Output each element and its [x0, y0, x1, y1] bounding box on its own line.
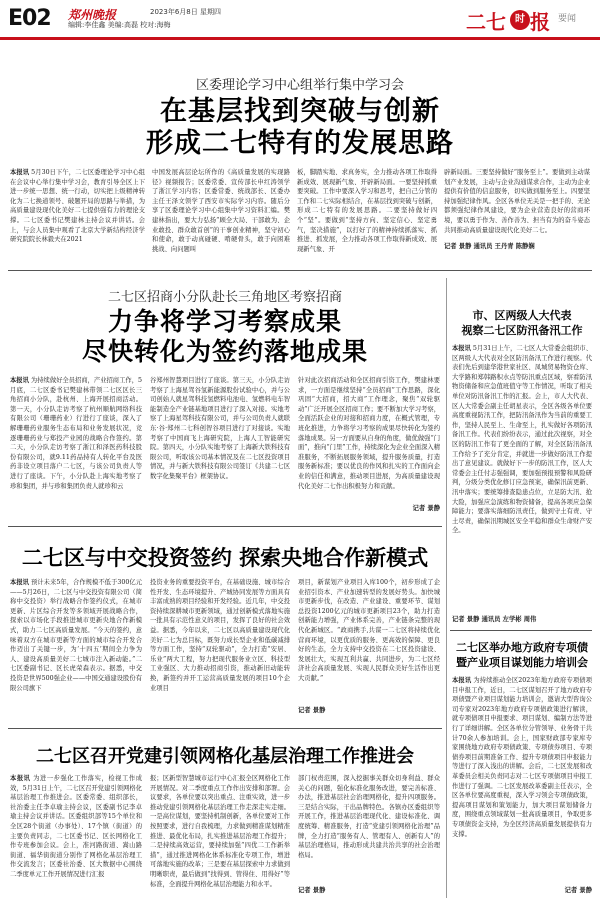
- section-label: 要闻: [558, 14, 577, 24]
- story1-title-line1: 在基层找到突破与创新: [160, 96, 440, 127]
- story3-text1: 预计未来5年，合作规模不低于300亿元——5月26日，二七区与中交投资有限公司（简称中交投资）举行战略合作签约仪式，在城市更新、片区综合开发等多领域开展战略合作，探索以市场化手段推进城市更新央地合作新模式，助力二七区高质量发展。“今天的签约，意味着双方在城市更新等方面的城市综合开发合作迈出了关键一步，为‘十四五’期间全力争为人、建设高质量美好二七城市注入新动能。”二七区委副书记、区长虎荣森表示。据悉，中交投资是世界500强企业——中国交通建设股份有限公司旗下: [10, 579, 142, 692]
- story1-col1: [10, 168, 145, 264]
- story2-title-line2: 尽快转化为签约落地成果: [81, 337, 368, 366]
- side1-byline: 记者 景静 通讯员 左学彬 周伟: [452, 616, 537, 623]
- story2-title-line1: 力争将学习考察成果: [107, 307, 342, 336]
- masthead-rule: [0, 37, 600, 40]
- issue-date: 2023年6月8日 星期四: [150, 8, 221, 16]
- side1-lead: 本报讯: [452, 345, 471, 352]
- story3-byline: 记者 景静: [298, 707, 326, 714]
- divider-1: [8, 270, 592, 271]
- side2-lead: 本报讯: [452, 677, 472, 684]
- story4-col2: 报；区新型智慧城市运行中心汇报全区网格化工作开展情况。对二季度重点工作作出安排和部署。会议要求，各单位要以突出重点、注重实效，进一步推动党建引领网格化基层治理工作走深走实走细。一是高位谋划，要坚持机制创新，各单位要对工作按照要求，进行自我梳理，力求做到精准谋划精准推进、最优化布局，扎实推进基层治理工作提升；二是持续高效运营，要持续加强“四优二工作新举措”，通过推进网格化体系标准化专项工作，增进可落地实施的改革；三是要在基层探索中力求做到明晰职责，最后做到“找得到、管得住、用得好”等标准，全面提升网格化基层治理能力和水平。: [150, 775, 290, 888]
- divider-2: [8, 526, 442, 527]
- story1-text1: 5月30日下午，二七区委理论学习中心组在会议中心举行集中学习会，教育引导全区上下进一步统一思想、统一行动，切实把上级精神转化为二七换道领号、破题开局的思路与举措，为高质量建设现代化美好二七提供强有力的理论支撑。二七区委书记樊建林主持会议并讲话。会上，与会人员集中观看了北京大学新结构经济学研究院院长林毅夫在2021: [10, 169, 145, 244]
- story2-text1: 为持续做好全员招商，产业招商工作，5月底，二七区委书记樊建林带领二七区区长三角招商小分队，赴杭州、上海开展招商活动。第一天，小分队走访考察了杭州顺航网络科技有限公司（珊珊药业）行进行了座谈，深入了解珊珊药业服务生态布局和业务发展状况，竞逐珊珊药业与郑投产业园的战略合作签约。第二天，小分队走访考察了浙江和泽医药科技股份有限公司，就9.11药品持有人转化平台及医药非设立项目落户二七区，与该公司负责人等进行了座谈。下午，小分队赴上海实地考察了珍和集团，并与珍和集团负责人就珍和云: [10, 377, 142, 490]
- divider-3: [8, 728, 442, 729]
- story3-title: 二七区与中交投资签约 探索央地合作新模式: [21, 546, 429, 570]
- sidebar-divider: [446, 278, 447, 898]
- story4-col3-wrap: [298, 774, 440, 898]
- story2-lead: 本报讯: [10, 377, 29, 384]
- story4-byline: 记者 景静: [298, 887, 326, 894]
- story4-col1: [10, 774, 142, 898]
- side1-title-line1: 市、区两级人大代表: [472, 309, 572, 322]
- story2-kicker: 二七区招商小分队赴长三角地区考察招商: [107, 290, 342, 305]
- story4-col3: 部门权责范围，深入挖掘事关群众切身利益、群众关心的问题，强化标准化服务改进，要完善标准、办法，推进基层社会治理网格化，提升四项服务。三是结合实际，干出品牌特色。各镇办区委组织等开展工作，推进基层治理现代化、建设标准化、调度统筹、精准服务，打造“党建引领网格化治理”品牌，全力打造“服务有人、管理有人、创新有人”的基层治理格局，推动形成共建共治共享的社会治理格局。: [298, 775, 440, 859]
- brand-right: 报: [530, 10, 550, 34]
- story4-lead: 本报讯: [10, 775, 31, 782]
- story3-col3: 项目，新谋划产业项目入库100个，初步形成了企业招引资本、产业加速转型的发展好势头。加快城市更新步伐，在改造、产业建设、重要环节、谋划总投资1200亿元的城市更新项目23个，助力打造创新能力增强，产业体系完善，产业链条完整的现代化新城区。“政商携手,共谋一二七区将持续优化营商环境，以更优质的服务、更高效的保障、更良好的生态，全力支持中交投资在二七区投资建设、发展壮大，实现互利共赢、共同进步，为二七区经济社会高质量发展、实现人民群众美好生活作出更大贡献。”: [298, 579, 440, 682]
- story1-col2: 中国发展高层论坛所作的《高质量发展的实现路径》视频报告；区委常委、宣传部长申红涛领学了浙江学习内容；区委常委、统战部长、区委办主任王泽文领学了西安市实际学习内容。随后分享了区委理论学习中心组集中学习资料汇编。樊建林指出，要大力弘扬“顾全大局、干部敢为、企业敢投、群众敢首创”的干事创业精神，坚守初心和使命，敢于动真碰硬、啃硬骨头，敢于向困难挑战、向问题叫: [152, 169, 290, 253]
- brand-circle: 时: [510, 10, 530, 30]
- side2-body: 为持续推动全区2023年地方政府专项债项目申报工作，近日，二七区谋划召开了地方政府专项债暨产业项目谋划能力培训会，邀请大型咨询公司专家对2023年地方政府专项债政策进行解读，就专项债项目申报要求、项目谋划、编制方法等进行了详细讲解。全区各单位分管领导、业务骨干共计70余人参加培训。会上，国家财政部专家库专家围绕地方政府专项债政策、专项债券项目、专项债券项目前期准备工作、提升专项债项目申报能力等进行了深入浅出的讲解。会后，二七区发展和改革委员会相关负责同志对二七区专项债项目申报工作进行了强调。二七区发展改革委副主任表示，全区各单位要高度重视，深入学习领会专项债政策，提高项目谋划和策划能力，加大项目谋划储备力度，围绕重点领域谋划一批高质量项目，争取更多专项债资金支持，为全区经济高质量发展提供有力支撑。: [452, 677, 592, 838]
- story1-lead: 本报讯: [10, 169, 30, 176]
- story4-title: 二七区召开党建引领网格化基层治理工作推进会: [36, 746, 414, 767]
- story3-lead: 本报讯: [10, 579, 29, 586]
- story1-byline: 记者 景静 通讯员 王丹青 陈静娴: [444, 243, 535, 250]
- side2-title-line1: 二七区举办地方政府专项债: [456, 641, 588, 654]
- brand-left: 二七: [466, 10, 506, 34]
- staff-credits: 编辑:李佳鑫 美编:高磊 校对:海梅: [68, 21, 171, 29]
- newspaper-logo: 郑州晚报: [68, 8, 117, 22]
- story3-col3-wrap: [298, 578, 440, 718]
- side-divider: [450, 630, 592, 631]
- story3-col2: 投资业务的重要投资平台，在基础设施、城市综合性开发、生态环境提升、产城协同发展等方面具有丰富成熟的项目经验和开发经验。近几年，中交投资持续深耕城市更新领域，通过创新模式落地实施一批具有示范性意义的项目，发挥了良好的社会效益。据悉，今年以来，二七区以高质量建设现代化美好二七为总目标，既努力成长型企业和低碳减排等方面工作，坚持“双轮驱动”，全力打造“安居、乐业”两大工程，努力把现代服务业立区、科技型工业强区、大力推动招商引资，推动新旧动能转换，新签约并开工运营高质量发展的项目10个企业项目: [150, 579, 290, 692]
- story1-col4-wrap: [444, 168, 590, 264]
- story2-col2: 谷郑州智慧项目进行了座谈。第三天，小分队走访考察了上海星驾谷氢新能源股份试验中心，并与公司创始人就星驾科技氢燃料电池电、氢燃料电车智能制造全产业链基地项目进行了深入对接。实地考察了上海星驾科技有限公司，并与公司负责人就联东·谷·郑州二七科创智谷项目进行了对接谈。实地考察了中国商飞上海研究院，上海人工智能研究院。第四天，小分队实地考察了上海新大铁科技有限公司，听取该公司基本情况及在二七区投资项目情况，并与新大铁科技有限公司签订《共建二七区数字化集聚平台》框架协议。: [150, 377, 290, 480]
- story4-text1: 为进一步强化工作落实，检视工作成效，5月31日上午，二七区召开党建引领网格化基层治理工作推进会。区委常委、组织部长，社治委主任李卓瑜主持会议，区委副书记李卓瑜主持会议并讲话。区委组织部等15个单位和全区28个街道（办事处）、17个镇（街道）的主要负责同志，二七区委书记、区长网格化工作专班参加会议。会上，准河路街道、嵩山路街道、福华街街道分别作了网格化基层治理工作交流发言；区委社治委、区大数据中心围绕二季度单元工作开展情况进行汇报: [10, 775, 142, 878]
- brand-logo: [466, 4, 552, 34]
- page-number: E02: [8, 6, 51, 31]
- story2-col1: [10, 376, 142, 516]
- story1-col4: 辟新局面。三要坚持做好“服务至上”。要做到主动谋划产业发展，主动与企业沟通谋求合作，主动为企业提供有价值的信息服务，切实做到服务至上。四要坚持加强纪律作风。全区各单位无关是一把手的、无论都须强纪律作风建设，要为企业营造良好的营商环境，要以勇于作为、善作善为、担当有为的奋斗姿态共同推动高质量建设现代化美好二七。: [444, 169, 590, 234]
- story3-col1: [10, 578, 142, 718]
- side1-body: 5月31日上午，二七区人大常委会组织市、区两级人大代表对全区防汛备汛工作进行视察。代表们先后到建华港世家社区、凤城贸易物资仓库、大学路和郑韩路积水点等防汛重点区域，察看防汛物资储备和应急值班值守等工作情况，听取了相关单位对防汛备汛工作的汇报。会上，市人大代表、区人大常委会副主任胡星表示，全区各级各单位要高度重视防汛工作，把防汛备汛作为当前的重要工作，坚持人民至上、生命至上，扎实做好各项防汛备汛工作。代表们纷纷表示，通过此次视察，对全区的防汛工作有了更全面的了解，对全区防汛备汛工作给予了充分肯定，并就进一步做好防汛工作提出了意见建议。就做好下一步的防汛工作，区人大常委会主任付志强强调，要加强预报预警和风险研判，分级分类优化修订应急预案，确保汛前更新、汛中落实；要统筹排查隐患点位，立足防大汛、抢大险，加强应急演练和物资储备，提高各项应急保障能力；要落实落细防汛责任，做到守土有责、守土尽责，确保汛期城区安全平稳和群众生命财产安全。: [452, 345, 592, 535]
- story2-col3: 针对此次招商活动和全区招商引资工作，樊建林要求，一方面是继续坚持“全员招商”工作思路，深化巩固“大招商，招大商”工作理念，聚焦“双轮驱动”广泛开展全区招商工作；要不断加大学习考察，全面活跃企业的对接和招商力度，在概式管理，专班化推进，力争将学习考察的成果尽快转化为签约落地成果。另一方面要从自身的角度，做优做强“门面”，推向“门里”工作，持续深化为企业全面深入精准服务，不断拓展服务领域，提升服务质量，打造服务新标准；要以优良的作风和扎实的工作面向企业的信任和满意，推动项目进展，为高质量建设现代化美好二七作出积极努力和贡献。: [298, 377, 440, 490]
- story1-col3: 板，脚踏实地、求真务实，全力推动各项工作取得新成效、展现新气象、开辟新局面。一要坚持抓重要突破。工作中要深入学习和思考，把自己分管的工作和二七实际相结合，在基层找到突破与创新，形成二七特有的发展思路。二要坚持做好四个“坚”。要做到“坚持方向、坚定信心、坚定勇气，坚决措施”，以打好了的精神持续抓落实、抓推进、抓发展，全力推动各项工作取得新成效、展现新气象、开: [297, 169, 437, 253]
- side2-text: [452, 676, 592, 884]
- story2-byline: 记者 景静: [412, 505, 440, 512]
- side1-text: [452, 344, 592, 614]
- side2-title-line2: 暨产业项目谋划能力培训会: [456, 656, 588, 669]
- side2-byline: 记者 景静: [564, 887, 592, 894]
- story2-col3-wrap: [298, 376, 440, 516]
- side1-title-line2: 视察二七区防汛备汛工作: [461, 324, 583, 337]
- story1-title-line2: 形成二七特有的发展思路: [146, 128, 454, 159]
- story1-kicker: 区委理论学习中心组举行集中学习会: [195, 78, 404, 93]
